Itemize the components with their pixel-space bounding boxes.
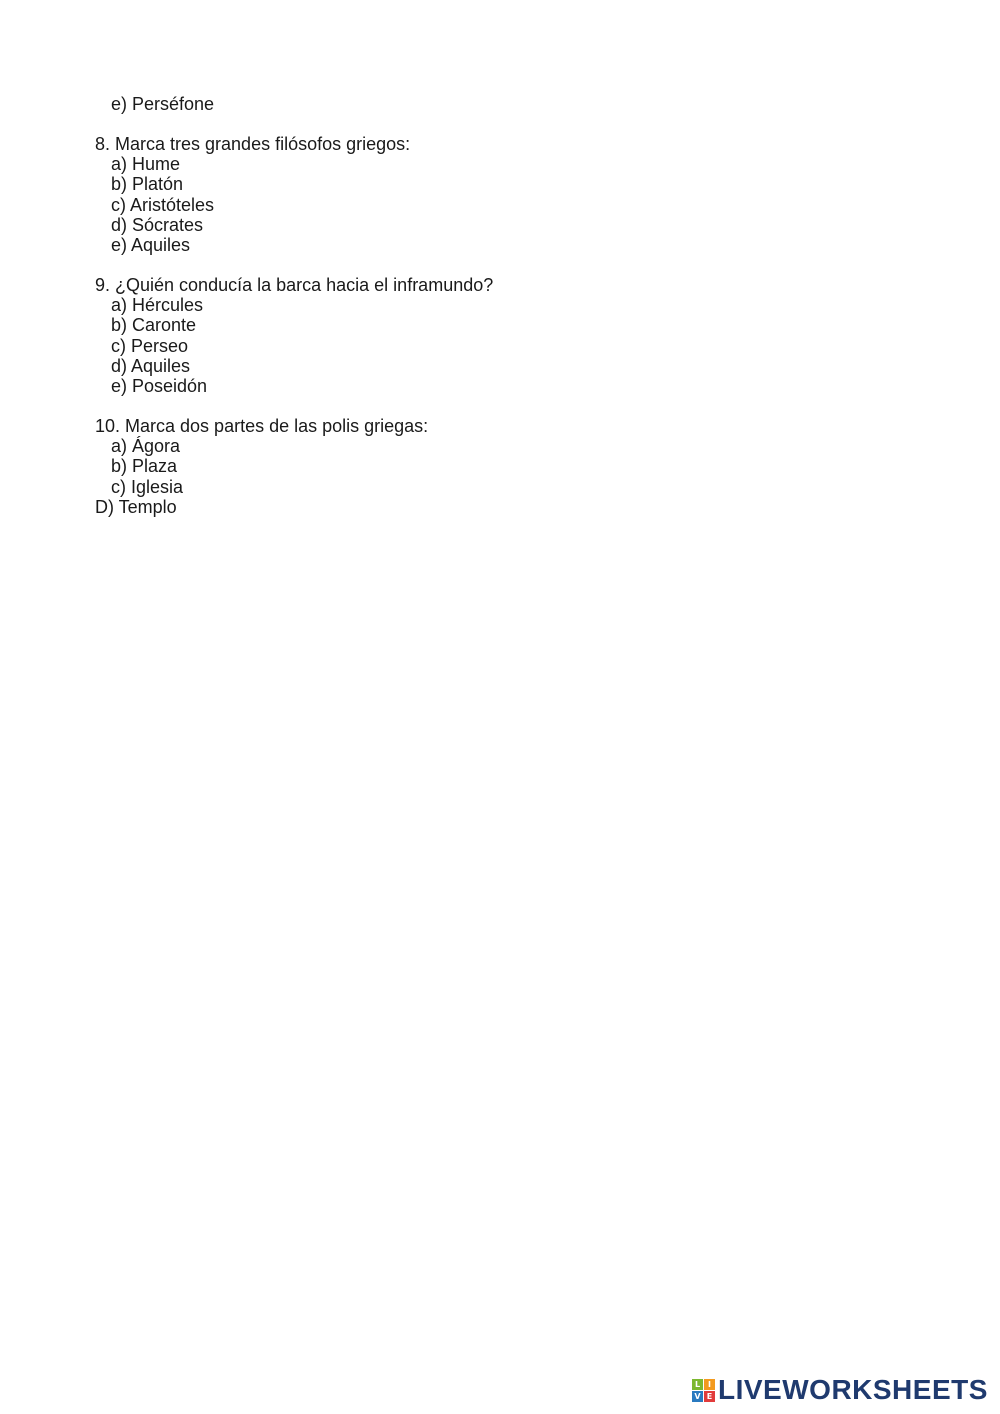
q10-option-b[interactable]: b) Plaza xyxy=(111,456,178,477)
logo-mark-v: V xyxy=(692,1391,703,1402)
question-7-tail xyxy=(95,94,214,114)
q9-option-e[interactable]: e) Poseidón xyxy=(111,375,208,396)
liveworksheets-logo xyxy=(692,1374,988,1406)
q8-option-e[interactable]: e) Aquiles xyxy=(111,234,191,255)
question-10 xyxy=(95,416,428,517)
question-8 xyxy=(95,134,410,255)
q8-option-c[interactable]: c) Aristóteles xyxy=(111,194,215,215)
q8-option-b[interactable]: b) Platón xyxy=(111,174,184,195)
q10-prompt: 10. Marca dos partes de las polis griegas: xyxy=(95,416,429,436)
logo-mark-i: I xyxy=(704,1379,715,1390)
q7-option-e[interactable]: e) Perséfone xyxy=(111,94,215,114)
logo-mark-icon xyxy=(692,1379,715,1402)
q9-option-b[interactable]: b) Caronte xyxy=(111,315,197,336)
q9-option-d[interactable]: d) Aquiles xyxy=(111,355,191,376)
q8-option-a[interactable]: a) Hume xyxy=(111,154,181,175)
logo-mark-e: E xyxy=(704,1391,715,1402)
q9-option-c[interactable]: c) Perseo xyxy=(111,335,189,356)
logo-mark-l: L xyxy=(692,1379,703,1390)
q8-option-d[interactable]: d) Sócrates xyxy=(111,214,204,235)
q8-prompt: 8. Marca tres grandes filósofos griegos: xyxy=(95,134,411,154)
q10-option-d[interactable]: D) Templo xyxy=(95,496,177,517)
q9-option-a[interactable]: a) Hércules xyxy=(111,295,204,316)
q10-option-c[interactable]: c) Iglesia xyxy=(111,476,184,497)
q9-prompt: 9. ¿Quién conducía la barca hacia el inframundo? xyxy=(95,275,494,295)
question-9 xyxy=(95,275,493,396)
q10-option-a[interactable]: a) Ágora xyxy=(111,436,181,457)
logo-wordmark: LIVEWORKSHEETS xyxy=(718,1374,988,1405)
